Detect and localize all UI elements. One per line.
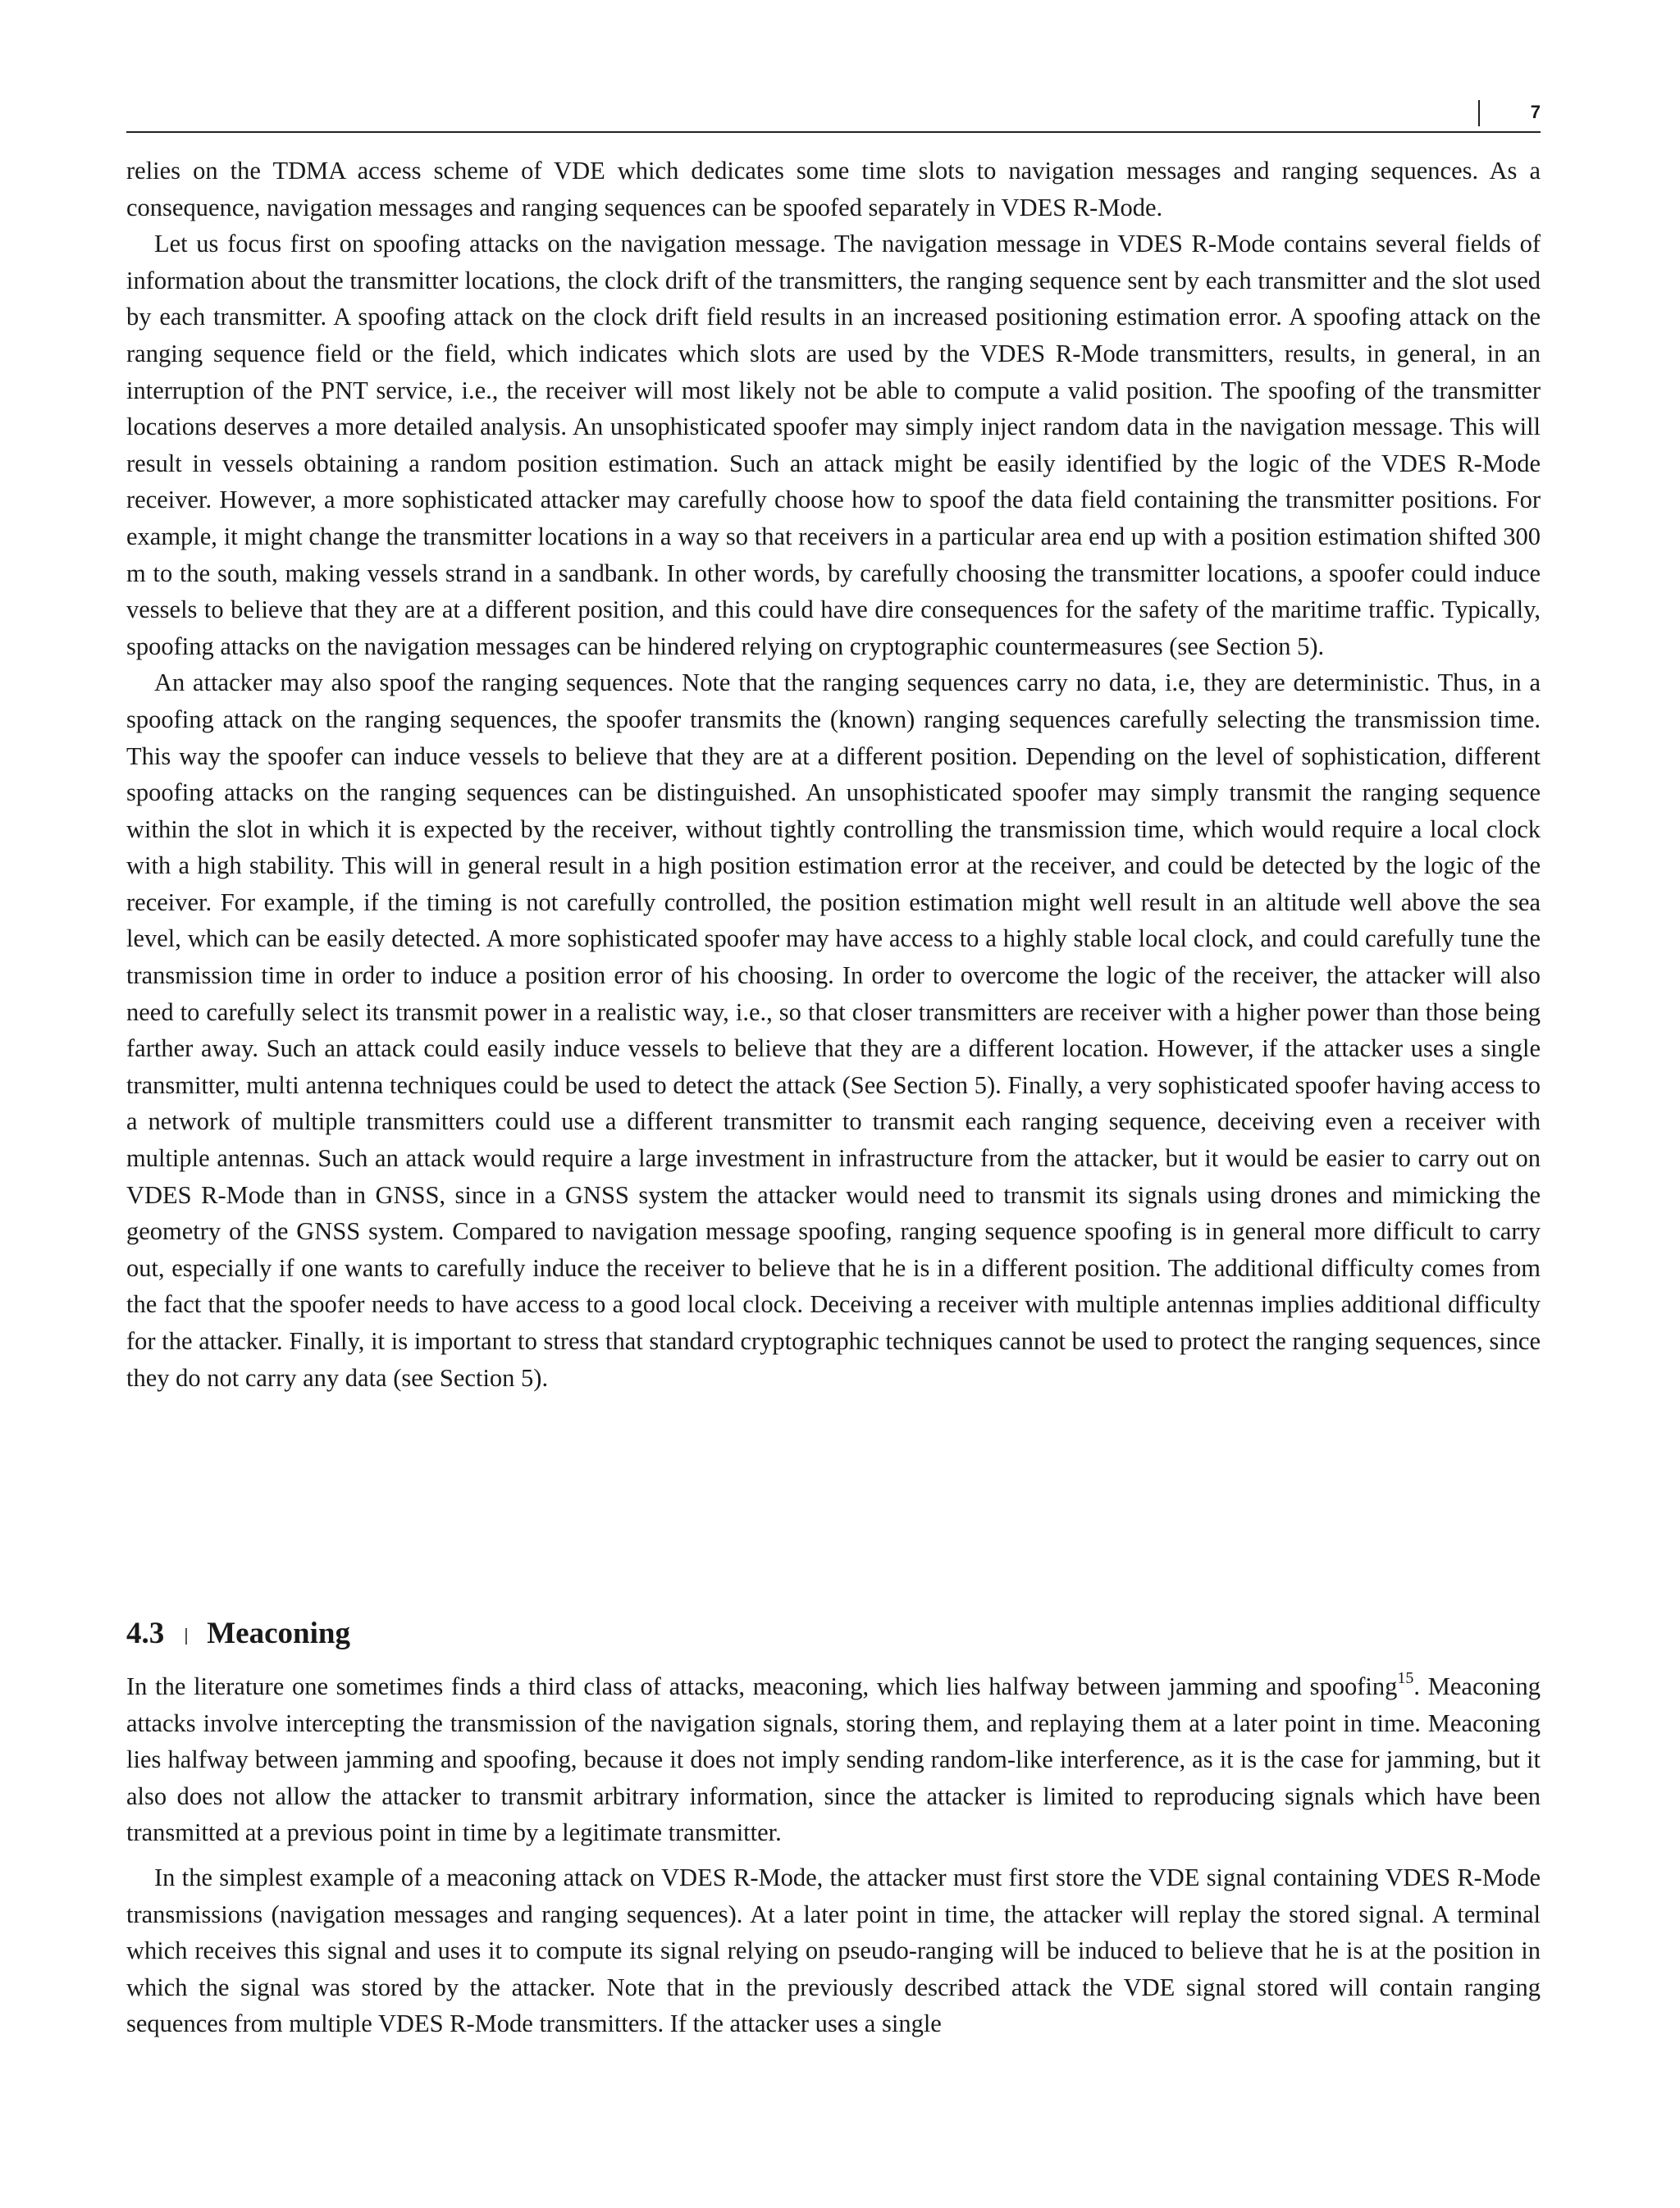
- paragraph-ranging-sequence-spoofing: An attacker may also spoof the ranging sequences. Note that the ranging sequences carry no data, i.e, they are deterministic. Thus, in a spoofing attack on the ranging sequences, the spoofer transmits the (known) ranging sequences carefully selecting the transmission time. This way the spoofer can induce vessels to believe that they are at a different position. Depending on the level of sophistication, different spoofing attacks on the ranging sequences can be distinguished. An unsophisticated spoofer may simply transmit the ranging sequence within the slot in which it is expected by the receiver, without tightly controlling the transmission time, which would require a local clock with a high stability. This will in general result in a high position estimation error at the receiver, and could be detected by the logic of the receiver. For example, if the timing is not carefully controlled, the position estimation might well result in an altitude well above the sea level, which can be easily detected. A more sophisticated spoofer may have access to a highly stable local clock, and could carefully tune the transmission time in order to induce a position error of his choosing. In order to overcome the logic of the receiver, the attacker will also need to carefully select its transmit power in a realistic way, i.e., so that closer transmitters are receiver with a higher power than those being farther away. Such an attack could easily induce vessels to believe that they are a different location. However, if the attacker uses a single transmitter, multi antenna techniques could be used to detect the attack (See Section 5). Finally, a very sophisticated spoofer having access to a network of multiple transmitters could use a different transmitter to transmit each ranging sequence, deceiving even a receiver with multiple antennas. Such an attack would require a large investment in infrastructure from the attacker, but it would be easier to carry out on VDES R-Mode than in GNSS, since in a GNSS system the attacker would need to transmit its signals using drones and mimicking the geometry of the GNSS system. Compared to navigation message spoofing, ranging sequence spoofing is in general more difficult to carry out, especially if one wants to carefully induce the receiver to believe that he is in a different position. The additional difficulty comes from the fact that the spoofer needs to have access to a good local clock. Deceiving a receiver with multiple antennas implies additional difficulty for the attacker. Finally, it is important to stress that standard cryptographic techniques cannot be used to protect the ranging sequences, since they do not carry any data (see Section 5).: [126, 668, 1541, 1392]
- header-separator: [1478, 100, 1480, 126]
- paragraph-text: In the literature one sometimes finds a third class of attacks, meaconing, which lies halfway between jamming and spoofing: [126, 1672, 1398, 1700]
- paragraph-continued: relies on the TDMA access scheme of VDE which dedicates some time slots to navigation messages and ranging sequences. As a consequence, navigation messages and ranging sequences can be spoofed separately in VDES R-Mode.: [126, 157, 1541, 221]
- section-title: Meaconing: [207, 1617, 350, 1650]
- paragraph-meaconing-example: In the simplest example of a meaconing attack on VDES R-Mode, the attacker must first store the VDE signal containing VDES R-Mode transmissions (navigation messages and ranging sequences). At a later point in time, the attacker will replay the stored signal. A terminal which receives this signal and uses it to compute its signal relying on pseudo-ranging will be induced to believe that he is at the position in which the signal was stored by the attacker. Note that in the previously described attack the VDE signal stored will contain ranging sequences from multiple VDES R-Mode transmitters. If the attacker uses a single: [126, 1863, 1541, 2038]
- page-number: 7: [1530, 102, 1541, 122]
- paragraph-navigation-message-spoofing: Let us focus first on spoofing attacks on the navigation message. The navigation message in VDES R-Mode contains several fields of information about the transmitter locations, the clock drift of the transmitters, the ranging sequence sent by each transmitter and the slot used by each transmitter. A spoofing attack on the clock drift field results in an increased positioning estimation error. A spoofing attack on the ranging sequence field or the field, which indicates which slots are used by the VDES R-Mode transmitters, results, in general, in an interruption of the PNT service, i.e., the receiver will most likely not be able to compute a valid position. The spoofing of the transmitter locations deserves a more detailed analysis. An unsophisticated spoofer may simply inject random data in the navigation message. This will result in vessels obtaining a random position estimation. Such an attack might be easily identified by the logic of the VDES R-Mode receiver. However, a more sophisticated attacker may carefully choose how to spoof the data field containing the transmitter positions. For example, it might change the transmitter locations in a way so that receivers in a particular area end up with a position estimation shifted 300 m to the south, making vessels strand in a sandbank. In other words, by carefully choosing the transmitter locations, a spoofer could induce vessels to believe that they are at a different position, and this could have dire consequences for the safety of the maritime traffic. Typically, spoofing attacks on the navigation messages can be hindered relying on cryptographic countermeasures (see Section 5).: [126, 230, 1541, 660]
- body-text-section-4-3: [126, 1668, 1541, 2042]
- section-number: 4.3: [126, 1617, 165, 1650]
- body-text-section-4-2: [126, 153, 1541, 1396]
- paragraph-text: . Meaconing attacks involve intercepting the transmission of the navigation signals, storing them, and replaying them at a later point in time. Meaconing lies halfway between jamming and spoofing, because it does not imply sending random-like interference, as it is the case for jamming, but it also does not allow the attacker to transmit arbitrary information, since the attacker is limited to reproducing signals which have been transmitted at a previous point in time by a legitimate transmitter.: [126, 1672, 1541, 1847]
- paragraph-meaconing-intro: [126, 1668, 1541, 1851]
- heading-separator: [185, 1628, 187, 1645]
- section-heading-meaconing: [126, 1616, 1541, 1652]
- citation-reference[interactable]: 15: [1397, 1669, 1414, 1687]
- running-header: [126, 89, 1541, 133]
